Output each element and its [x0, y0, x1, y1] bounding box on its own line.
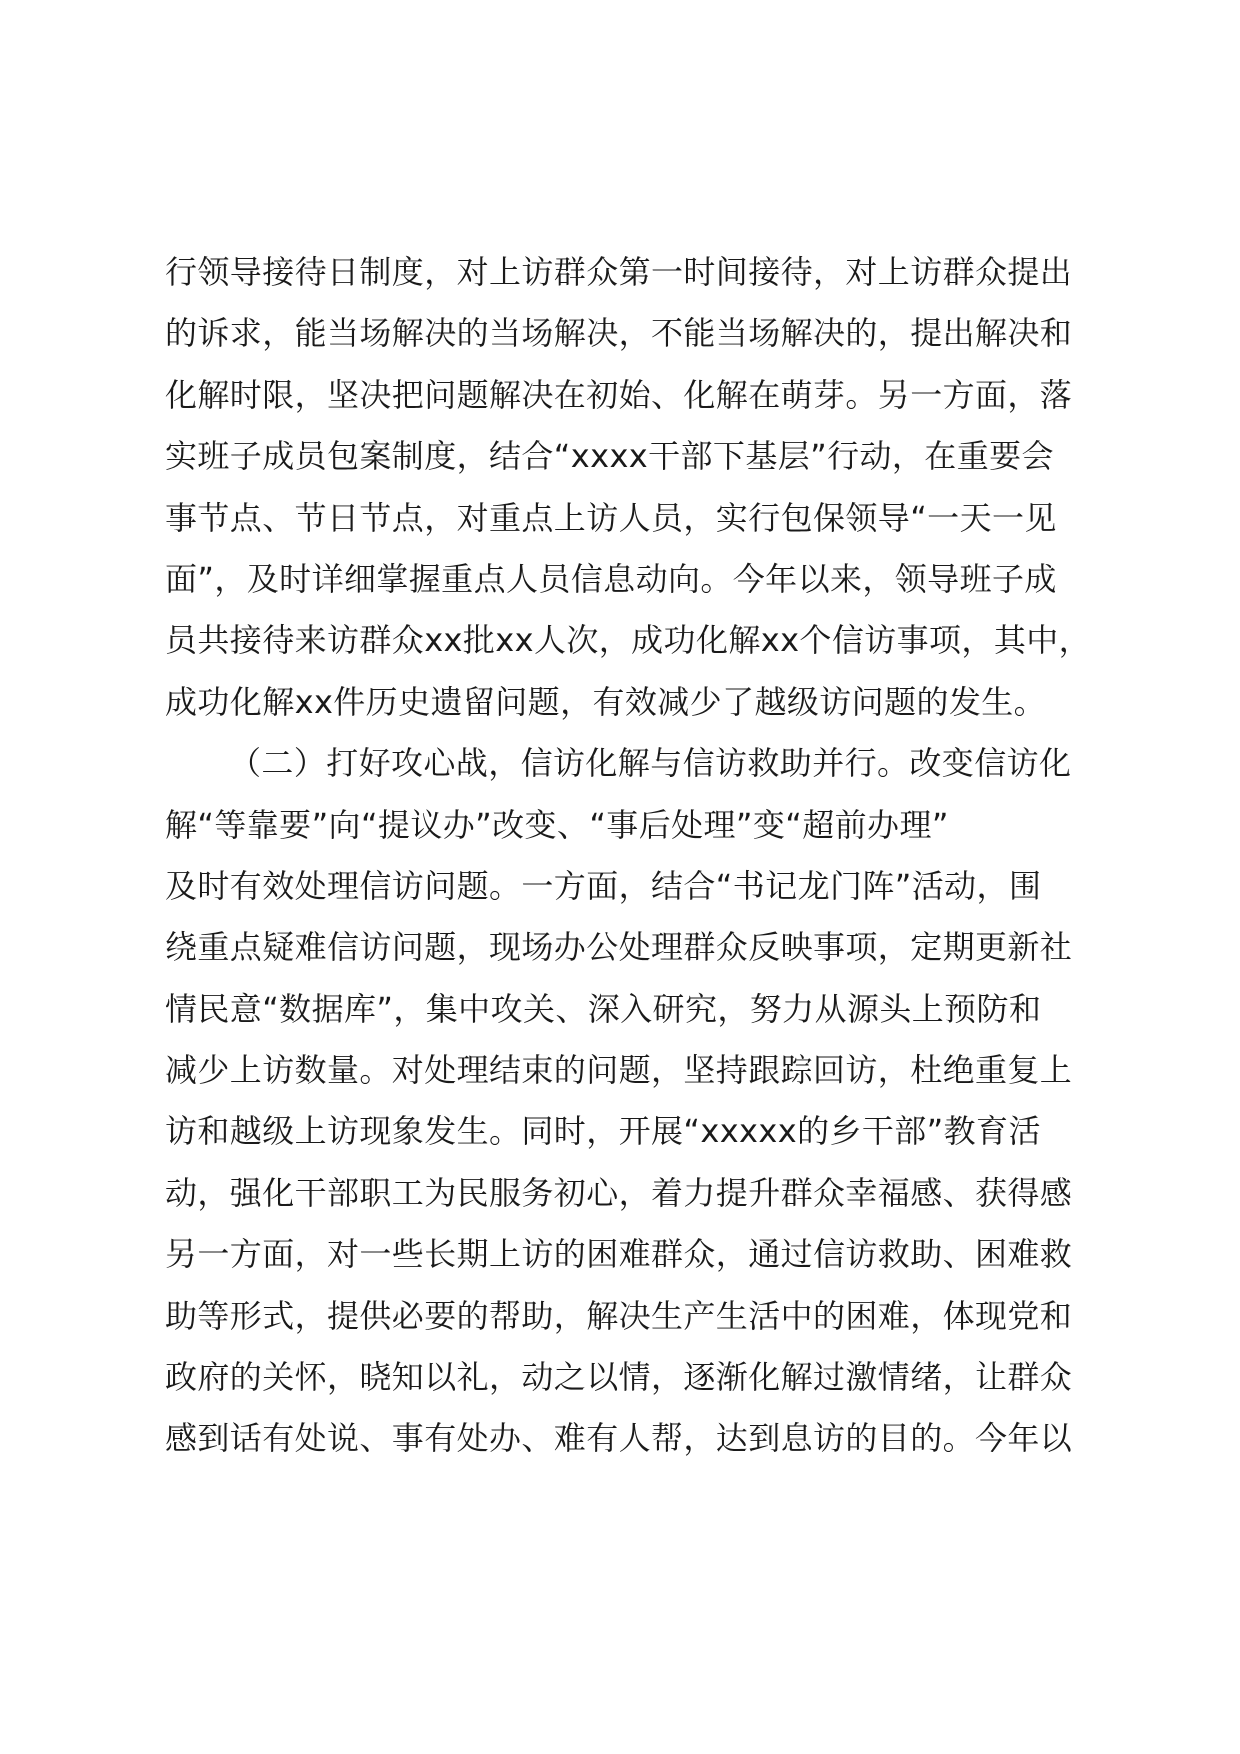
- text-line: 另一方面，对一些长期上访的困难群众，通过信访救助、困难救: [165, 1235, 1073, 1274]
- text-line: 事节点、节日节点，对重点上访人员，实行包保领导“一天一见: [165, 498, 1057, 537]
- body-text: [165, 242, 1125, 1470]
- text-line: 化解时限，坚决把问题解决在初始、化解在萌芽。另一方面，落: [165, 375, 1073, 414]
- text-line: 行领导接待日制度，对上访群众第一时间接待，对上访群众提出: [165, 253, 1073, 291]
- text-line: 实班子成员包案制度，结合“xxxx干部下基层”行动，在重要会: [165, 437, 1054, 476]
- text-line: 及时有效处理信访问题。一方面，结合“书记龙门阵”活动，围: [165, 866, 1042, 905]
- text-line: 助等形式，提供必要的帮助，解决生产生活中的困难，体现党和: [165, 1296, 1073, 1335]
- text-line: 感到话有处说、事有处办、难有人帮，达到息访的目的。今年以: [165, 1419, 1073, 1458]
- text-line: 动，强化干部职工为民服务初心，着力提升群众幸福感、获得感: [165, 1173, 1073, 1212]
- text-line: 面”，及时详细掌握重点人员信息动向。今年以来，领导班子成: [165, 559, 1057, 598]
- text-line: 员共接待来访群众xx批xx人次，成功化解xx个信访事项，其中，: [165, 621, 1092, 660]
- text-line: 成功化解xx件历史遗留问题，有效减少了越级访问题的发生。: [165, 682, 1047, 721]
- section-heading-line: （二）打好攻心战，信访化解与信访救助并行。改变信访化: [229, 744, 1072, 783]
- text-line: 情民意“数据库”，集中攻关、深入研究，努力从源头上预防和: [165, 989, 1042, 1028]
- text-line: 解“等靠要”向“提议办”改变、“事后处理”变“超前办理”: [165, 805, 949, 844]
- text-line: 绕重点疑难信访问题，现场办公处理群众反映事项，定期更新社: [165, 928, 1073, 967]
- text-line: 减少上访数量。对处理结束的问题，坚持跟踪回访，杜绝重复上: [165, 1051, 1073, 1090]
- text-line: 访和越级上访现象发生。同时，开展“xxxxx的乡干部”教育活: [165, 1112, 1041, 1151]
- text-line: 政府的关怀，晓知以礼，动之以情，逐渐化解过激情绪，让群众: [165, 1358, 1073, 1397]
- text-line: 的诉求，能当场解决的当场解决，不能当场解决的，提出解决和: [165, 314, 1073, 353]
